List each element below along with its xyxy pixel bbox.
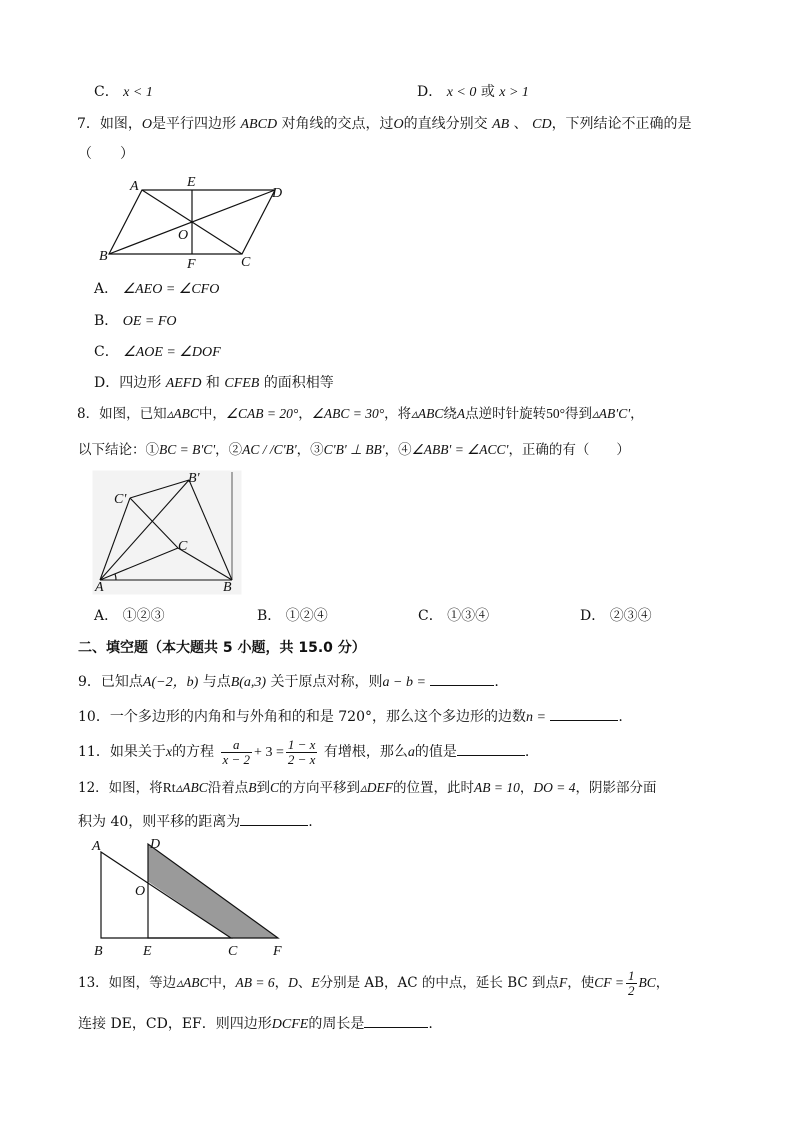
q7-text: 的直线分别交 [403,116,488,132]
option-label: C． [418,608,443,624]
q8-label-cp: C' [114,492,127,507]
q8-text: ，④ [384,442,412,458]
q8-option-c [418,607,489,625]
option-label: A． [94,281,119,297]
q8-label-b: B [223,580,232,595]
q8-stem-line1 [77,405,644,423]
q7-label-a: A [130,179,139,194]
q12-var: AB = 10 [474,780,520,795]
option-text: ∠AEO = ∠CFO [122,282,220,297]
q13-text: . [428,1016,433,1032]
q8-text: 8．如图，已知 [77,406,167,422]
q9-text: 与点 [202,674,231,690]
q7-option-d [94,374,334,393]
q10-text: . [618,709,623,725]
q13-var: AB = 6 [235,975,275,990]
option-text: 和 [205,375,220,391]
q9-text: 9．已知点 [78,674,143,690]
q8-text: 以下结论：① [78,442,159,458]
q8-var: C'B' ⊥ BB' [323,442,385,457]
option-label: D． [580,608,606,624]
q12-text: 的方向平移到 [279,780,360,796]
numerator: a [221,738,253,753]
q8-option-d [580,607,652,625]
option-text: 或 [480,84,495,100]
q13-var: CF = [594,975,624,990]
option-text: 四边形 [119,375,162,391]
q13-text: 的周长是 [308,1016,365,1032]
q8-option-b [257,607,328,625]
q12-translation-figure [88,834,298,964]
numerator: 1 − x [287,736,316,752]
q11-fraction-1 [221,738,253,767]
q13-fraction [626,969,637,998]
q13-text: 连接 DE，CD，EF．则四边形 [78,1016,272,1032]
q8-text: ，② [215,442,243,458]
q12-text: 的位置，此时 [393,780,475,796]
q12-stem-line1 [78,779,657,797]
q8-var: ▵ABC [166,406,199,421]
q7-label-b: B [99,249,108,264]
q13-stem-line1 [78,967,669,999]
denominator: 2 [628,983,635,998]
q12-var: DO = 4 [533,780,576,795]
option-text: ①②③ [122,608,165,624]
q7-stem-line2 [78,145,134,163]
q8-label-c: C [178,539,188,554]
option-text: x > 1 [499,85,529,100]
q12-text: 到 [256,780,270,796]
option-label: C． [94,84,119,100]
q7-var: O [393,117,404,132]
q7-text: 、 [513,116,528,132]
q7-text: 7．如图， [77,116,142,132]
q8-label-bp: B' [188,471,200,486]
q12-text: 积为 40，则平移的距离为 [78,814,241,830]
section-title: 二、填空题（本大题共 5 小题，共 15.0 分） [78,640,366,656]
option-label: B． [257,608,282,624]
q12-text: . [308,814,313,830]
q12-var: ▵DEF [360,780,394,795]
q8-var: ▵AB'C' [592,406,631,421]
q8-text: 中， [198,406,226,422]
option-label: C． [94,344,119,360]
q8-text: ， [630,406,644,422]
q12-text: 沿着点 [207,780,249,796]
q13-var: D [288,975,298,990]
option-label: A． [94,608,119,624]
q7-option-a [94,280,219,299]
q8-text: 得到 [565,406,593,422]
q11-text: 的值是 [414,744,457,760]
q7-label-c: C [241,255,251,270]
q12-text: ，阴影部分面 [575,780,657,796]
q8-text: 绕 [443,406,457,422]
q12-label-a: A [92,839,101,854]
option-text: ①③④ [447,608,490,624]
q7-answer-paren: （ ） [78,146,134,162]
q9-var: A(−2，b) [142,675,199,690]
option-label: B． [94,313,119,329]
q12-text: ， [519,780,534,796]
q8-rotation-figure [92,470,242,595]
q13-text: ，使 [567,975,595,991]
q8-var: 50° [546,406,566,421]
q11-var: x [165,745,173,760]
q8-option-a [94,607,165,625]
q8-var: BC = B'C' [159,442,216,457]
option-text: AEFD [165,376,202,391]
q13-text: 13．如图，等边 [78,975,177,991]
q12-var: B [248,780,257,795]
denominator: 2 − x [287,751,316,767]
q8-var: ∠CAB = 20° [225,406,299,421]
q7-label-o: O [178,228,189,243]
q8-var: AC / /C'B' [242,442,297,457]
option-label: D． [417,84,443,100]
q13-var: DCFE [271,1017,309,1032]
q6-option-c [94,83,153,102]
q7-label-f: F [187,257,196,270]
q7-option-b [94,312,177,331]
q11-text: 的方程 [172,744,215,760]
q7-label-d: D [272,186,283,201]
q7-parallelogram-figure [95,170,295,270]
answer-blank[interactable] [430,671,494,686]
q7-var: CD [532,117,552,132]
q8-text: 点逆时针旋转 [465,406,547,422]
q12-var: C [269,780,279,795]
answer-blank[interactable] [240,811,308,826]
option-text: OE = FO [122,314,177,329]
q10-text: 10．一个多边形的内角和与外角和的和是 720°，那么这个多边形的边数 [78,709,526,725]
answer-blank[interactable] [457,741,525,756]
q7-var: AB [492,117,510,132]
q11-fraction-2 [286,738,318,767]
option-text: x < 0 [446,85,477,100]
q9-text: 关于原点对称，则 [270,674,383,690]
q12-label-e: E [143,944,152,959]
q8-text: ，③ [296,442,324,458]
q13-var: E [311,975,320,990]
numerator: 1 [628,968,635,983]
q13-var: F [559,975,568,990]
q7-text: 对角线的交点，过 [281,116,394,132]
q13-text: ， [655,975,670,991]
q8-text: ，正确的有（ ） [508,442,630,458]
q13-text: 分别是 AB，AC 的中点，延长 BC 到点 [319,975,559,991]
q11-text: 11．如果关于 [78,744,166,760]
q9-stem [78,671,499,692]
q8-label-a: A [95,580,104,595]
q8-var: A [456,406,466,421]
q12-label-d: D [150,837,161,852]
q7-text: 是平行四边形 [152,116,237,132]
q13-var: BC [638,975,656,990]
q10-stem [78,706,623,727]
q11-var: + 3 = [254,745,284,760]
q13-text: 中， [208,975,236,991]
q12-stem-line2 [78,811,313,831]
q9-var: a − b = [382,675,426,690]
q11-var: a [407,745,415,760]
denominator: x − 2 [222,751,251,767]
q13-var: ▵ABC [176,975,209,990]
answer-blank[interactable] [550,706,618,721]
q8-text: ，将 [384,406,412,422]
q6-option-d [417,83,529,102]
q7-text: ，下列结论不正确的是 [551,116,692,132]
option-text: ①②④ [285,608,328,624]
q12-var: ▵ABC [175,780,208,795]
q13-text: ， [274,975,289,991]
option-text: ②③④ [609,608,652,624]
option-label: D． [94,375,120,391]
option-text: ∠AOE = ∠DOF [123,345,221,360]
q7-stem-line1 [77,115,692,134]
q11-text: . [524,744,530,760]
q9-var: B(a,3) [230,675,267,690]
option-text: 的面积相等 [263,375,334,391]
q7-var: ABCD [240,117,278,132]
option-text: x < 1 [123,85,153,100]
q8-text: ， [298,406,312,422]
q12-label-o: O [135,884,146,899]
q8-stem-line2 [78,441,630,459]
q11-stem [78,736,529,769]
q12-label-f: F [273,944,282,959]
q12-label-b: B [94,944,103,959]
q7-label-e: E [187,175,196,190]
q13-stem-line2 [78,1013,433,1034]
q10-var: n = [526,710,546,725]
q12-label-c: C [228,944,238,959]
q7-var: O [141,117,153,132]
q12-var: Rt [162,780,176,795]
q8-var: ▵ABC [411,406,444,421]
q8-var: ∠ABB' = ∠ACC' [411,442,509,457]
q9-text: . [494,674,499,690]
q7-option-c [94,343,221,362]
q13-text: 、 [297,975,312,991]
q12-text: 12．如图，将 [78,780,163,796]
q11-text: 有增根，那么 [323,744,408,760]
option-text: CFEB [224,376,260,391]
q8-var: ∠ABC = 30° [311,406,385,421]
answer-blank[interactable] [364,1013,428,1028]
